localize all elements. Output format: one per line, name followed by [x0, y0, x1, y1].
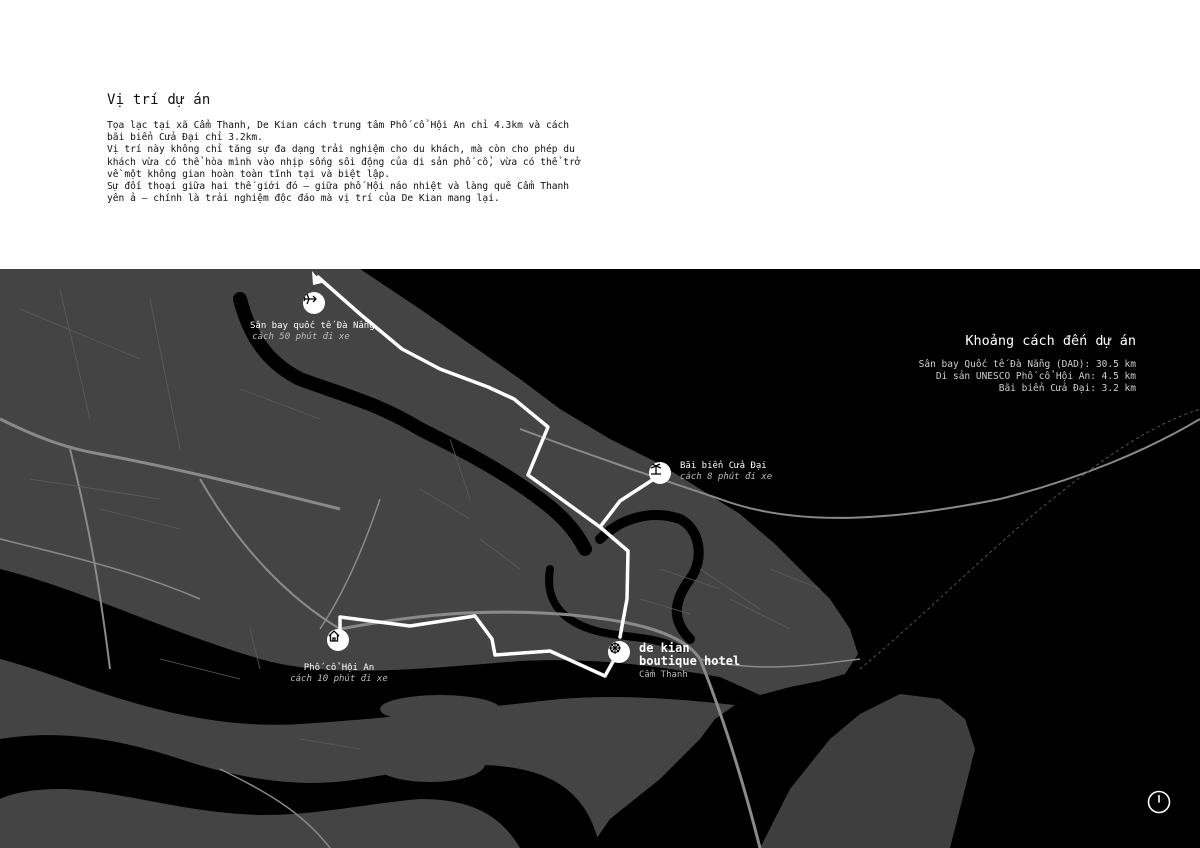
page-title: Vị trí dự án [107, 92, 211, 108]
hotel-marker[interactable] [608, 641, 630, 663]
airplane-icon [303, 292, 317, 306]
island-2 [600, 704, 680, 744]
intro-paragraph-2: Vị trí này không chỉ tăng sự đa dạng trải nghiệm cho du khách, mà còn cho phép du khách vừa có thể hòa mình vào nhịp sống sôi động của di sản phố cổ, vừa có thể trở về một không gian hoàn toàn tĩnh tại và biệt lập. [107, 144, 581, 180]
oldtown-note: cách 10 phút đi xe [290, 674, 388, 684]
oldtown-name: Phố cổ Hội An [303, 663, 375, 673]
oldtown-marker[interactable] [327, 629, 349, 651]
house-icon [327, 629, 341, 643]
airport-note: cách 50 phút đi xe [252, 332, 350, 342]
hotel-label [639, 642, 740, 682]
airport-marker[interactable] [303, 292, 325, 314]
intro-paragraph-1: Tọa lạc tại xã Cẩm Thanh, De Kian cách trung tâm Phố cổ Hội An chỉ 4.3km và cách bãi biển Cửa Đại chỉ 3.2km. [107, 120, 570, 144]
beach-marker[interactable] [649, 462, 671, 484]
hotel-place: Cẩm Thanh [639, 670, 688, 680]
power-button[interactable] [1147, 790, 1171, 814]
beach-label [680, 461, 772, 483]
hotel-name-line1: de kian [639, 641, 690, 655]
palm-tree-icon [649, 462, 663, 476]
power-icon [1147, 790, 1171, 814]
beach-note: cách 8 phút đi xe [680, 472, 773, 482]
intro-section [107, 92, 582, 205]
distance-oldtown: Di sản UNESCO Phố cổ Hội An: 4.5 km [935, 371, 1136, 382]
beach-name: Bãi biển Cửa Đại [680, 461, 767, 471]
oldtown-label [280, 663, 398, 685]
distance-panel [919, 333, 1136, 395]
distance-title: Khoảng cách đến dự án [965, 333, 1136, 349]
intro-paragraph-3: Sự đối thoại giữa hai thế giới đó – giữa phố Hội náo nhiệt và làng quê Cẩm Thanh yên ả – chính là trải nghiệm độc đáo mà vị trí của De Kian mang lại. [107, 181, 570, 205]
airport-label [250, 321, 375, 343]
hotel-icon [608, 641, 622, 655]
hotel-name-line2: boutique hotel [639, 654, 741, 668]
island-3 [375, 746, 485, 782]
distance-airport: Sân bay Quốc tế Đà Nẵng (DAD): 30.5 km [918, 359, 1136, 370]
airport-name: Sân bay quốc tế Đà Nẵng [250, 321, 375, 331]
distance-beach: Bãi biển Cửa Đại: 3.2 km [998, 383, 1136, 394]
island-1 [380, 695, 500, 723]
